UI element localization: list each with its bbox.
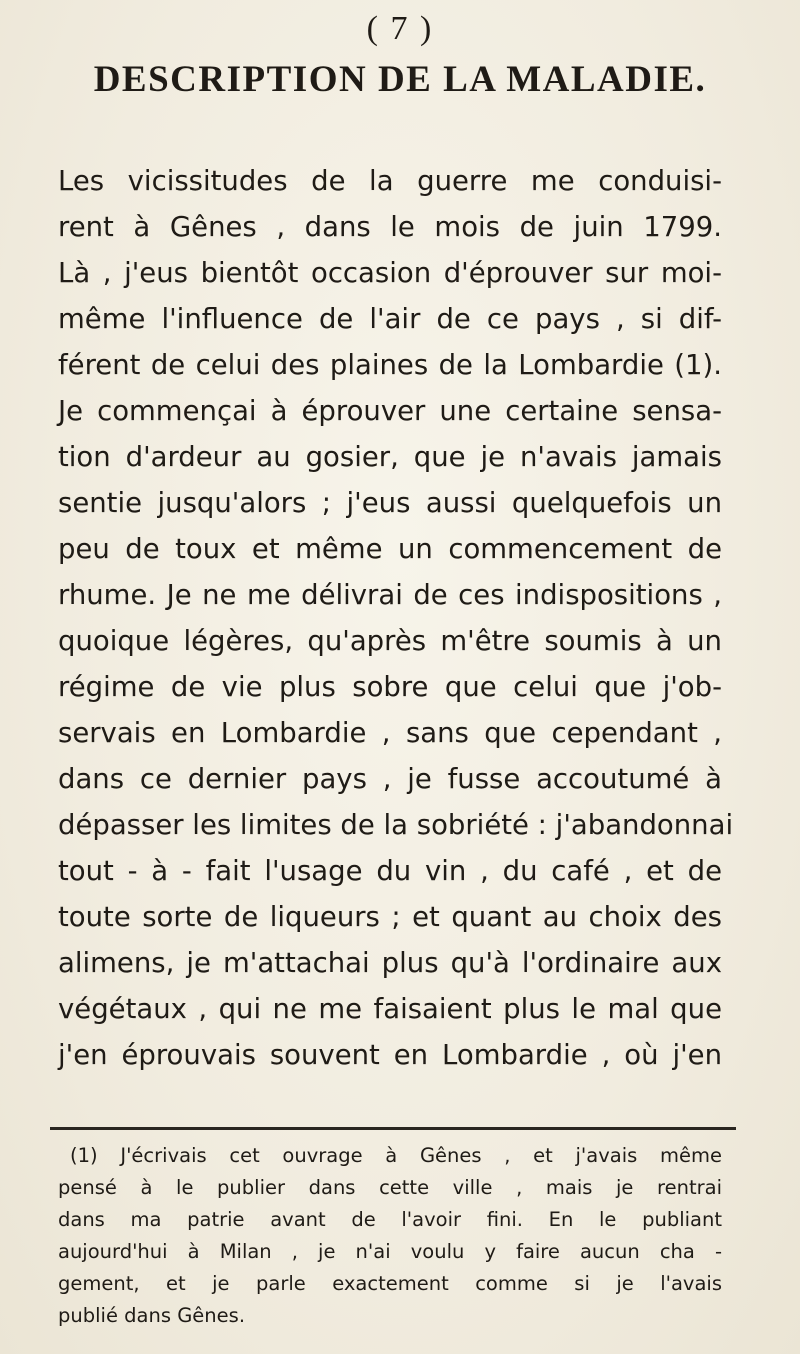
- text-line: régime de vie plus sobre que celui que j'ob-: [58, 671, 722, 703]
- text-line: alimens, je m'attachai plus qu'à l'ordinaire aux: [58, 947, 722, 979]
- footnote-line: dans ma patrie avant de l'avoir fini. En le publiant: [58, 1208, 722, 1231]
- text-line: peu de toux et même un commencement de: [58, 533, 722, 565]
- footnote-rule: [50, 1127, 736, 1130]
- text-line: végétaux , qui ne me faisaient plus le mal que: [58, 993, 722, 1025]
- footnote-line: gement, et je parle exactement comme si je l'avais: [58, 1272, 722, 1295]
- text-line: rhume. Je ne me délivrai de ces indispositions ,: [58, 579, 722, 611]
- text-line: tion d'ardeur au gosier, que je n'avais jamais: [58, 441, 722, 473]
- footnote-line: aujourd'hui à Milan , je n'ai voulu y faire aucun cha -: [58, 1240, 722, 1263]
- text-line: dans ce dernier pays , je fusse accoutumé à: [58, 763, 722, 795]
- text-line: Je commençai à éprouver une certaine sensa-: [58, 395, 722, 427]
- footnote-line: pensé à le publier dans cette ville , mais je rentrai: [58, 1176, 722, 1199]
- text-line: tout - à - fait l'usage du vin , du café , et de: [58, 855, 722, 887]
- text-line: Là , j'eus bientôt occasion d'éprouver sur moi-: [58, 257, 722, 289]
- text-line: dépasser les limites de la sobriété : j'abandonnai: [58, 809, 734, 841]
- text-line: sentie jusqu'alors ; j'eus aussi quelquefois un: [58, 487, 722, 519]
- footnote-line: (1) J'écrivais cet ouvrage à Gênes , et j'avais même: [70, 1144, 722, 1167]
- chapter-heading: DESCRIPTION DE LA MALADIE.: [93, 59, 707, 100]
- text-line: servais en Lombardie , sans que cependant ,: [58, 717, 722, 749]
- text-line: rent à Gênes , dans le mois de juin 1799.: [58, 211, 722, 243]
- text-line: j'en éprouvais souvent en Lombardie , où j'en: [58, 1039, 722, 1071]
- page-number: ( 7 ): [366, 10, 434, 47]
- text-line: toute sorte de liqueurs ; et quant au choix des: [58, 901, 722, 933]
- text-line: même l'influence de l'air de ce pays , si dif-: [58, 303, 722, 335]
- text-line: quoique légères, qu'après m'être soumis à un: [58, 625, 722, 657]
- text-line: férent de celui des plaines de la Lombardie (1).: [58, 349, 722, 381]
- footnote-line: publié dans Gênes.: [58, 1304, 246, 1327]
- text-line: Les vicissitudes de la guerre me conduisi-: [58, 165, 722, 197]
